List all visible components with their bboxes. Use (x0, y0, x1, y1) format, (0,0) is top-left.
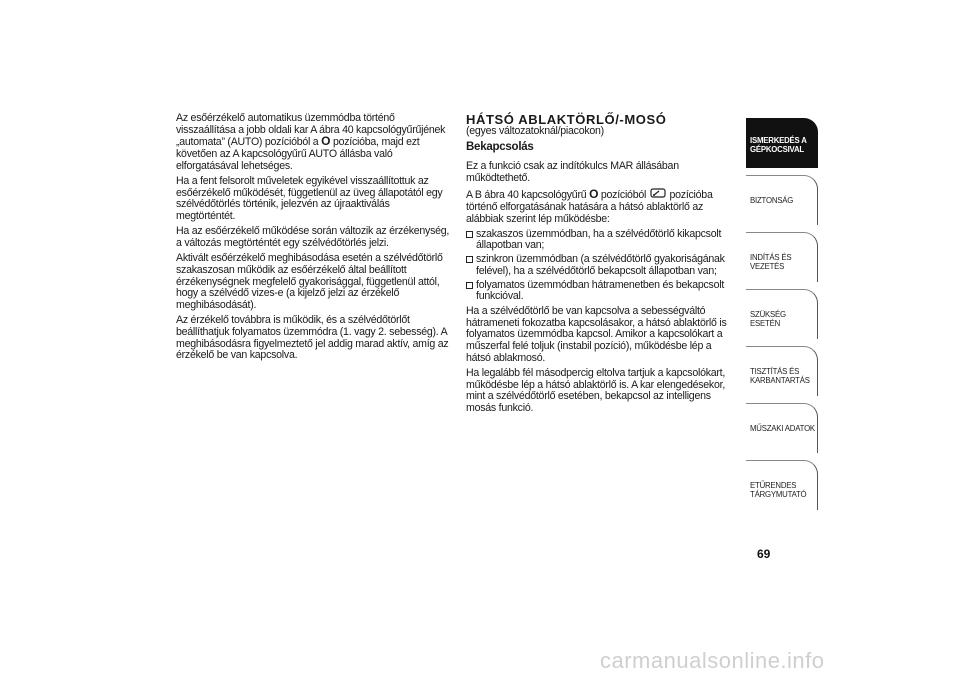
position-o-symbol: O (321, 134, 331, 149)
paragraph-sensitivity: Ha az esőérzékelő működése során változik az érzékenység, a változás megtörténtét egy szélvédőtörlés jelzi. (176, 225, 450, 250)
list-item: szakaszos üzemmódban, ha a szélvédőtörlő kikapcsolt állapotban van; (466, 229, 738, 252)
chapter-tabs (746, 118, 818, 517)
tab-maintenance[interactable]: TISZTÍTÁS ÉS KARBANTARTÁS (746, 346, 818, 396)
paragraph-reactivation: Ha a fent felsorolt műveletek egyikével visszaállítottuk az esőérzékelő működését, függetlenül az üveg állapotától egy szélvédőtörlés történik, jelezvén az újraaktiválás megtörténtét. (176, 175, 443, 223)
tab-emergency[interactable]: SZÜKSÉG ESETÉN (746, 289, 818, 339)
tab-getting-to-know-car[interactable]: ISMERKEDÉS A GÉPKOCSIVAL (746, 118, 818, 168)
rear-wiper-icon (650, 188, 666, 199)
section-subtitle: (egyes változatoknál/piacokon) (466, 125, 604, 137)
checkbox-bullet-icon (466, 256, 473, 263)
paragraph-mar-only: Ez a funkció csak az indítókulcs MAR állásában működtethető. (466, 160, 679, 184)
paragraph-reverse-gear: Ha a szélvédőtörlő be van kapcsolva a sebességváltó hátrameneti fokozatba kapcsolásakor, a hátsó ablaktörlő is folyamatos üzemmódba kapcsol. Amikor a kapcsolókart a műszerfal felé toljuk (instabil pozíció), működésbe lép a hátsó ablakmosó. (466, 304, 727, 364)
section-title: HÁTSÓ ABLAKTÖRLŐ/-MOSÓ (466, 112, 667, 127)
position-o-symbol: O (589, 187, 599, 202)
tab-index[interactable]: ETŰRENDES TÁRGYMUTATÓ (746, 460, 818, 510)
checkbox-bullet-icon (466, 231, 473, 238)
right-column (466, 113, 738, 418)
page-number: 69 (757, 547, 771, 561)
tab-safety[interactable]: BIZTONSÁG (746, 175, 818, 225)
paragraph-failure: Aktivált esőérzékelő meghibásodása esetén a szélvédőtörlő szakaszosan működik az esőérzékelő által beállított érzékenységnek megfelelő gyakorisággal, függetlenül attól, hogy a szélvédő vizes-e (a kijelző jelzi az érzékelő meghibásodását). (176, 252, 443, 312)
paragraph-continued-operation: Az érzékelő továbbra is működik, és a szélvédőtörlőt beállíthatjuk folyamatos üzemmódra (1. vagy 2. sebesség). A meghibásodásra figyelmeztető jel addig marad aktív, amíg az érzékelő be van kapcsolva. (176, 314, 449, 362)
list-item: folyamatos üzemmódban hátramenetben és bekapcsolt funkcióval. (466, 280, 738, 303)
checkbox-bullet-icon (466, 282, 473, 289)
mode-list (466, 229, 738, 303)
paragraph-half-second: Ha legalább fél másodpercig eltolva tartjuk a kapcsolókart, működésbe lép a hátsó ablaktörlő is. A kar elengedésekor, mint a szélvédőtörlő esetében, bekapcsol az intelligens mosás funkció. (466, 366, 726, 415)
paragraph-ring-rotation: A B ábra 40 kapcsológyűrű O pozícióból pozícióba történő elforgatásának hatására a hátsó ablaktörlő az alábbiak szerint lép működésbe: (466, 187, 713, 225)
list-item: szinkron üzemmódban (a szélvédőtörlő gyakoriságának felével), ha a szélvédőtörlő bekapcsolt állapotban van; (466, 254, 738, 277)
watermark: carmanualsonline.info (600, 648, 825, 673)
paragraph-auto-reset: Az esőérzékelő automatikus üzemmódba történő visszaállítása a jobb oldali kar A ábra 40 kapcsológyűrűjének „automata” (AUTO) pozícióból a O pozícióba, majd ezt követően az A kapcsológyűrű AUTO állásba való elforgatásával lehetséges. (176, 112, 446, 172)
left-column (176, 113, 450, 366)
tab-starting-driving[interactable]: INDÍTÁS ÉS VEZETÉS (746, 232, 818, 282)
subheading-activation: Bekapcsolás (466, 141, 534, 154)
tab-technical-data[interactable]: MŰSZAKI ADATOK (746, 403, 818, 453)
